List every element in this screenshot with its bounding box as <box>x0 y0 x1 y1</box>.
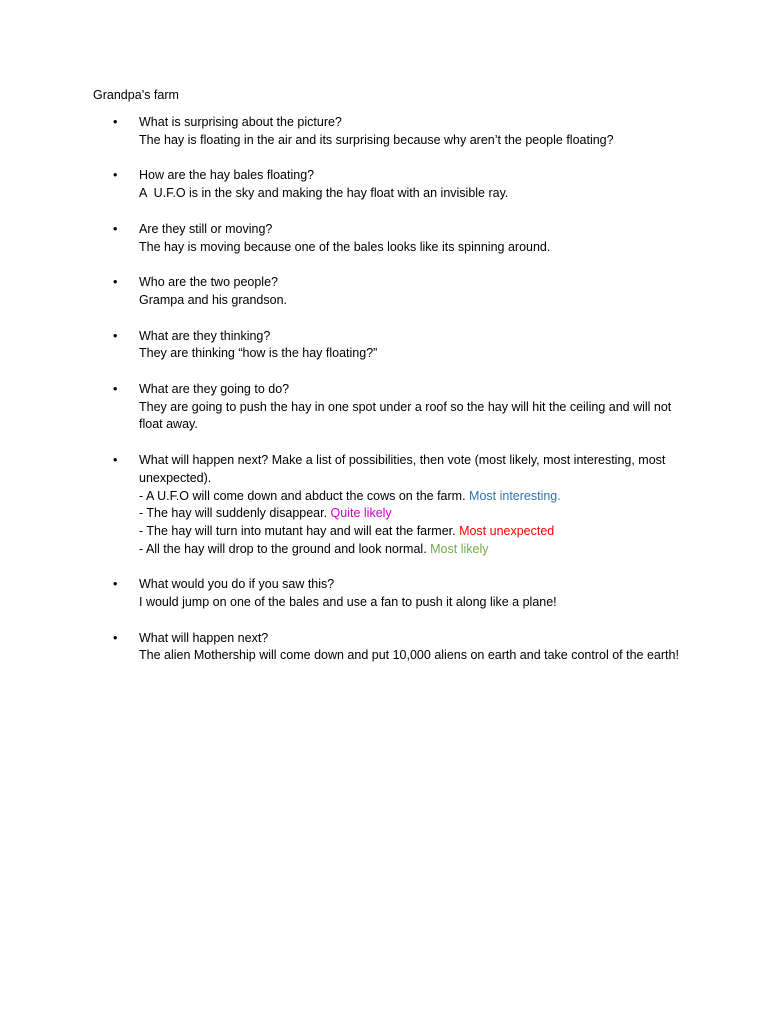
question-text: Who are the two people? <box>139 275 278 290</box>
answer-text: The hay is floating in the air and its surprising because why aren’t the people floating? <box>139 132 614 147</box>
qa-body <box>139 221 679 256</box>
vote-tag-most-interesting: Most interesting. <box>469 488 561 503</box>
answer-text: The alien Mothership will come down and put 10,000 aliens on earth and take control of the earth! <box>139 648 679 663</box>
qa-body <box>139 630 679 665</box>
list-item <box>0 167 768 202</box>
list-item <box>0 452 768 558</box>
bullet-icon: • <box>113 630 118 645</box>
bullet-icon: • <box>113 275 118 290</box>
possibility-text: - A U.F.O will come down and abduct the cows on the farm. <box>139 488 470 503</box>
possibility-text: - The hay will suddenly disappear. <box>139 506 331 521</box>
question-text: How are the hay bales floating? <box>139 168 315 183</box>
answer-text: They are going to push the hay in one spot under a roof so the hay will hit the ceiling and will not float away. <box>139 399 672 432</box>
qa-body <box>139 274 679 309</box>
question-text: What will happen next? <box>139 630 269 645</box>
qa-body <box>139 328 679 363</box>
list-item <box>0 274 768 309</box>
possibility-text: - All the hay will drop to the ground and look normal. <box>139 541 431 556</box>
bullet-icon: • <box>113 577 118 592</box>
bullet-icon: • <box>113 221 118 236</box>
vote-tag-quite-likely: Quite likely <box>330 506 392 521</box>
question-text: What are they going to do? <box>139 382 290 397</box>
answer-text: The hay is moving because one of the bales looks like its spinning around. <box>139 239 551 254</box>
qa-body <box>139 452 679 558</box>
list-item <box>0 381 768 434</box>
document-title: Grandpa’s farm <box>93 88 179 102</box>
possibility-line <box>139 541 679 559</box>
list-item <box>0 630 768 665</box>
possibility-line <box>139 488 679 506</box>
possibility-line <box>139 505 679 523</box>
list-item <box>0 114 768 149</box>
question-text: What would you do if you saw this? <box>139 577 335 592</box>
bullet-icon: • <box>113 168 118 183</box>
qa-body <box>139 381 679 434</box>
question-list <box>0 114 768 683</box>
bullet-icon: • <box>113 453 118 468</box>
qa-body <box>139 167 679 202</box>
qa-body <box>139 114 679 149</box>
bullet-icon: • <box>113 328 118 343</box>
vote-tag-most-likely: Most likely <box>430 541 489 556</box>
possibility-line <box>139 523 679 541</box>
bullet-icon: • <box>113 115 118 129</box>
answer-text: Grampa and his grandson. <box>139 292 288 307</box>
answer-text: I would jump on one of the bales and use a fan to push it along like a plane! <box>139 595 557 610</box>
list-item <box>0 221 768 256</box>
list-item <box>0 328 768 363</box>
question-text: What are they thinking? <box>139 328 271 343</box>
question-text: Are they still or moving? <box>139 221 273 236</box>
list-item <box>0 576 768 611</box>
vote-tag-most-unexpected: Most unexpected <box>459 523 555 538</box>
answer-text: They are thinking “how is the hay floating?” <box>139 346 378 361</box>
qa-body <box>139 576 679 611</box>
bullet-icon: • <box>113 382 118 397</box>
question-text: What is surprising about the picture? <box>139 115 342 129</box>
answer-text: A U.F.O is in the sky and making the hay float with an invisible ray. <box>139 186 509 201</box>
possibility-text: - The hay will turn into mutant hay and will eat the farmer. <box>139 523 460 538</box>
question-text: What will happen next? Make a list of possibilities, then vote (most likely, most interesting, most unexpected). <box>139 453 666 485</box>
